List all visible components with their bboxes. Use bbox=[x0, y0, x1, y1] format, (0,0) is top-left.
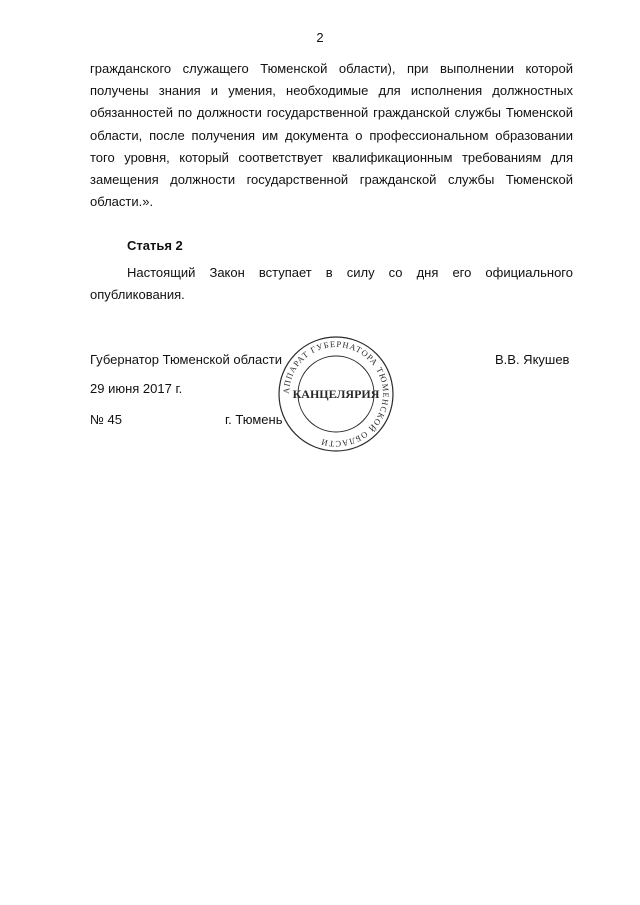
seal-ring-text: АППАРАТ ГУБЕРНАТОРА ТЮМЕНСКОЙ ОБЛАСТИ bbox=[280, 338, 392, 450]
seal-center-text: КАНЦЕЛЯРИЯ bbox=[292, 387, 380, 401]
article-title: Статья 2 bbox=[127, 238, 183, 253]
article-2-text: Настоящий Закон вступает в силу со дня его официального опубликования. bbox=[90, 265, 573, 303]
signatory-name: В.В. Якушев bbox=[495, 352, 570, 367]
signing-date: 29 июня 2017 г. bbox=[90, 381, 183, 396]
page-number: 2 bbox=[316, 30, 324, 45]
law-number: № 45 bbox=[90, 412, 123, 427]
signatory-position: Губернатор Тюменской области bbox=[90, 352, 282, 367]
signing-city: г. Тюмень bbox=[225, 412, 283, 427]
paragraph-continuation: гражданского служащего Тюменской области), при выполнении которой получены знания и умения, необходимые для исполнения должностных обязанностей по должности государственной гражданской службы Тюменской области, после получения им документа о профессиональном образовании того уровня, который соответствует квалификационным требованиям для замещения должности государственной гражданской службы Тюменской области.». bbox=[90, 61, 573, 210]
official-seal-stamp bbox=[276, 334, 396, 454]
